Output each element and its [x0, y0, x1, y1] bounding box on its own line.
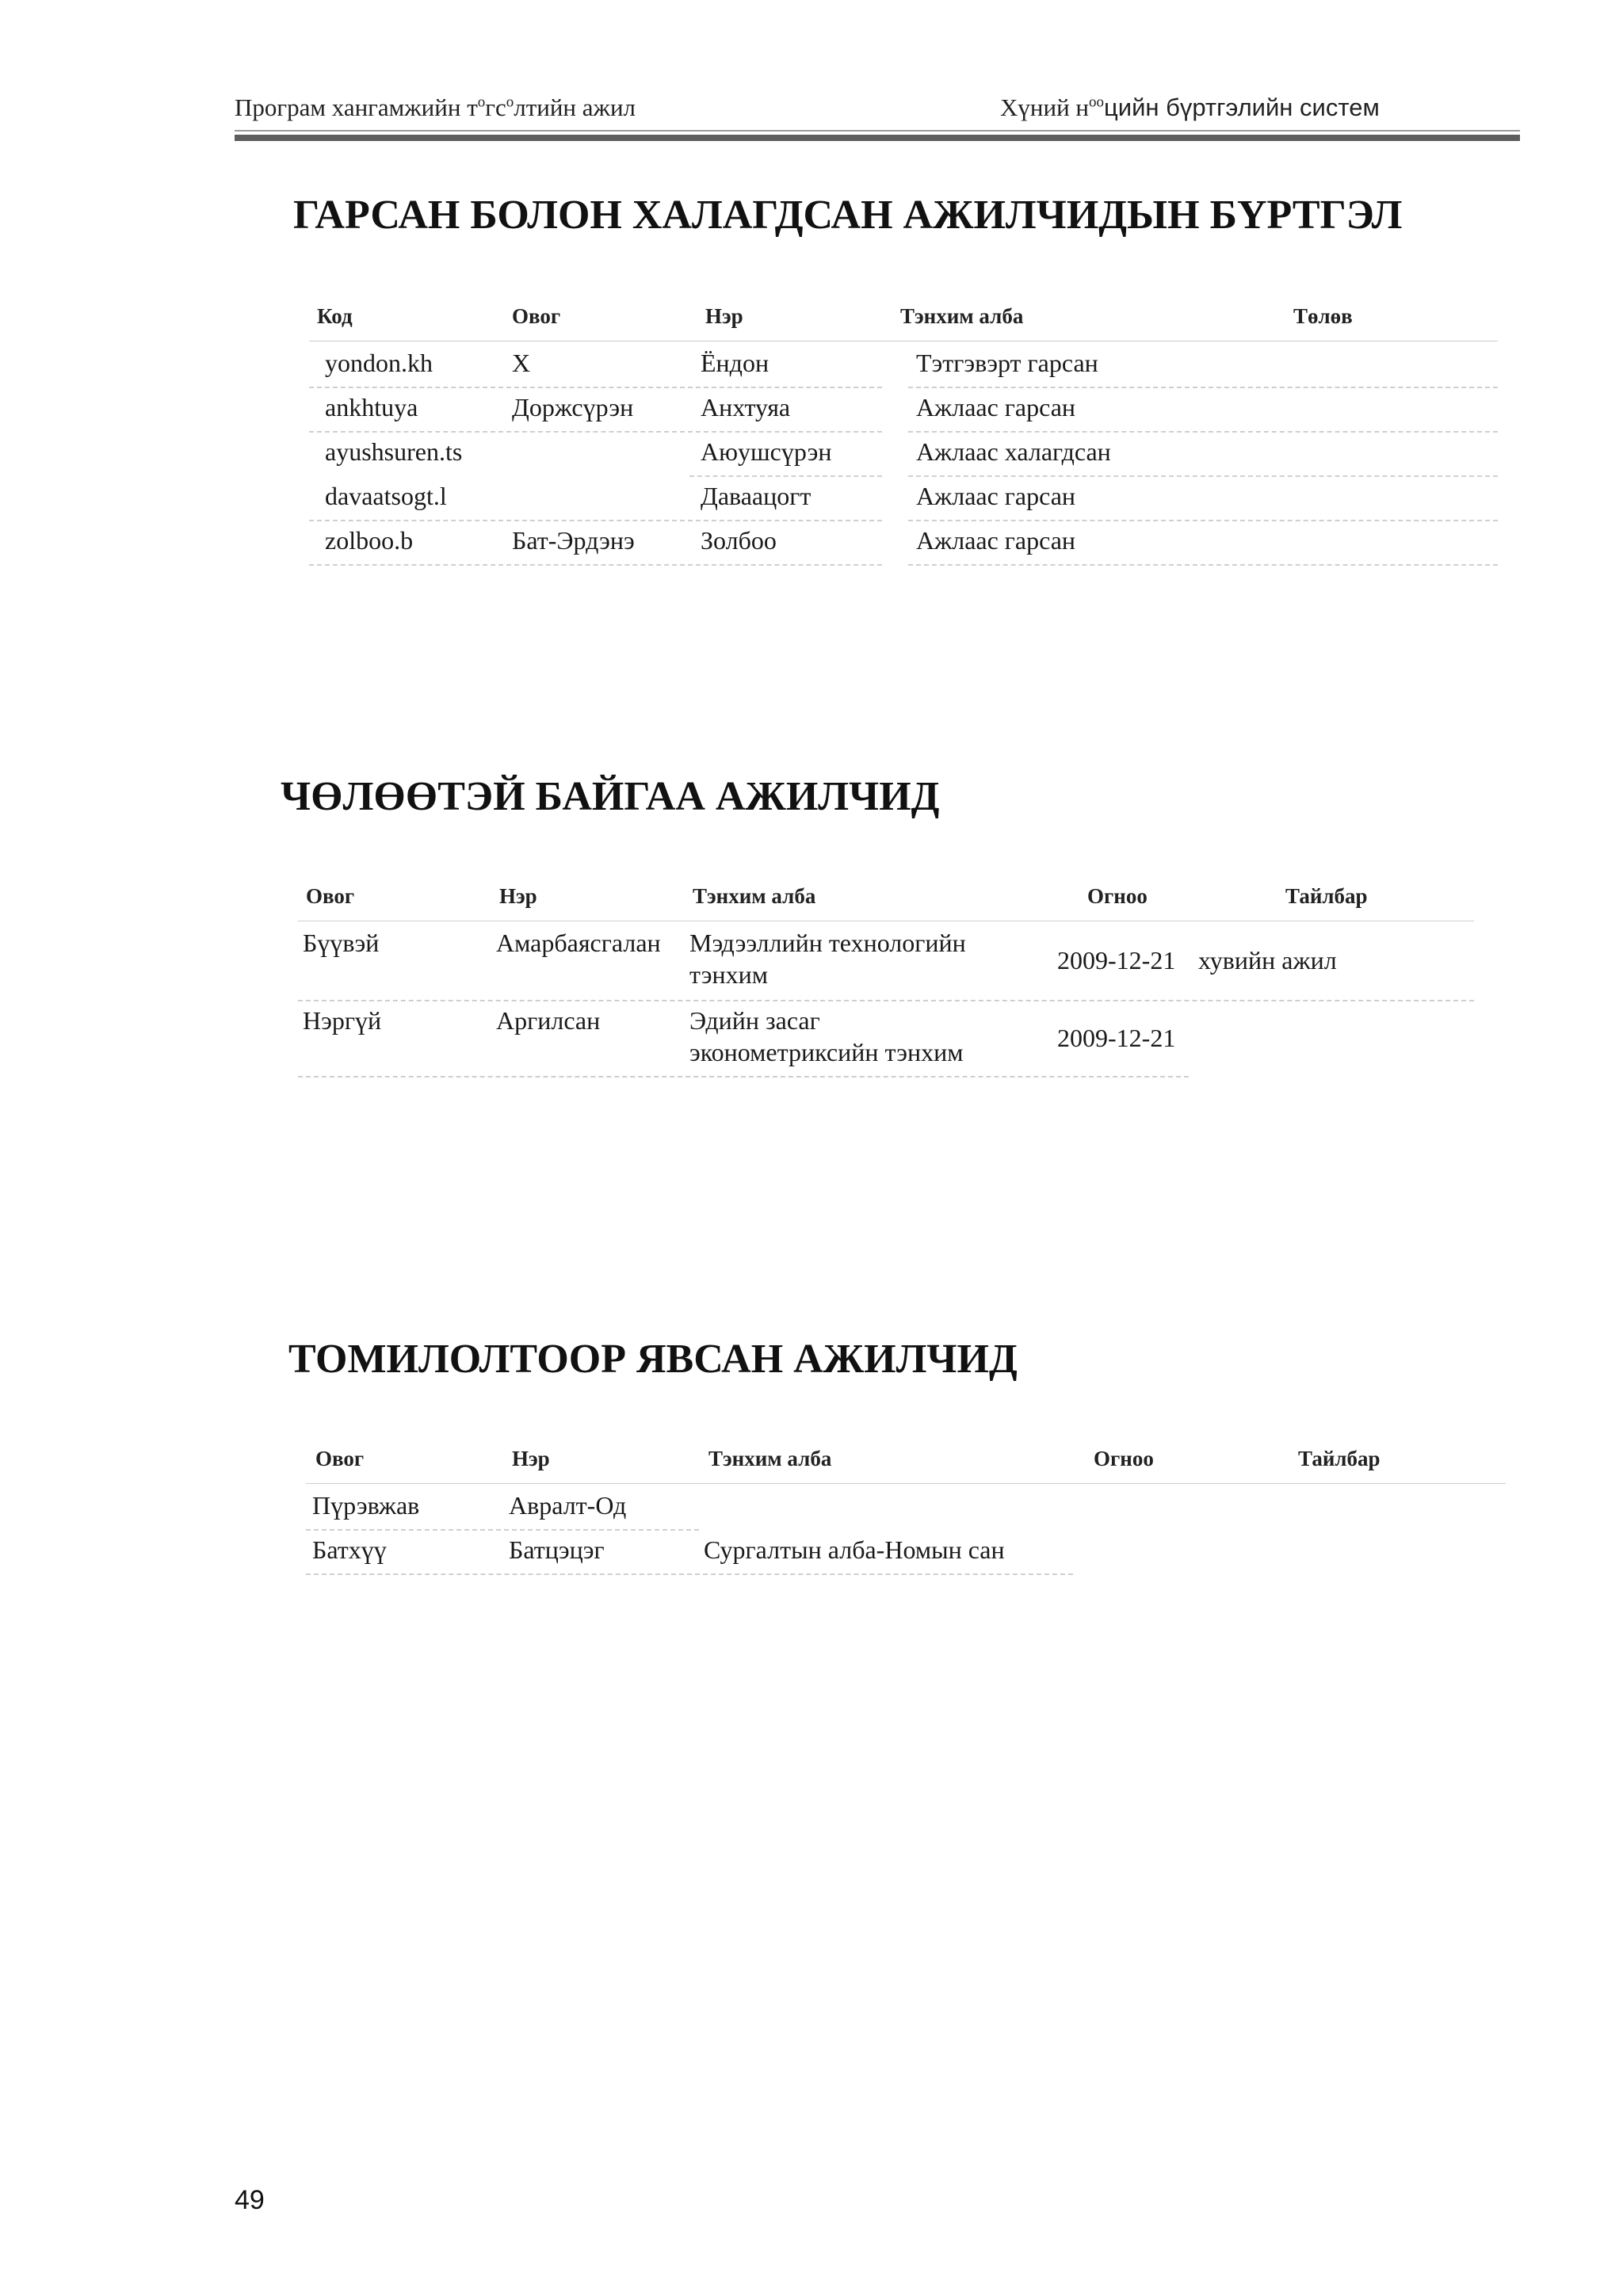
s2-col-date: Огноо — [1087, 884, 1148, 908]
table-cell: Эдийн засаг эконометриксийн тэнхим — [689, 1006, 964, 1066]
row-rule — [306, 1573, 1073, 1575]
table-cell: Ёндон — [701, 349, 769, 377]
header-rule-thick — [235, 135, 1520, 141]
s3-header-rule — [306, 1483, 1506, 1484]
row-rule — [908, 520, 1498, 521]
s3-col-date: Огноо — [1094, 1447, 1154, 1470]
table-cell: Амарбаясгалан — [496, 929, 661, 957]
s1-col-code: Код — [317, 304, 353, 328]
table-cell: Авралт-Од — [509, 1491, 627, 1520]
row-rule — [309, 431, 882, 433]
table-cell: Ажлаас гарсан — [916, 393, 1076, 421]
s3-col-surname: Овог — [315, 1447, 365, 1470]
table-cell: Бат-Эрдэнэ — [512, 526, 635, 555]
table-cell: Даваацогт — [701, 482, 812, 510]
s1-col-name: Нэр — [705, 304, 743, 328]
s3-col-dept: Тэнхим алба — [708, 1447, 832, 1470]
s2-col-surname: Овог — [306, 884, 355, 908]
section3-title: ТОМИЛОЛТООР ЯВСАН АЖИЛЧИД — [288, 1337, 1018, 1382]
section1-title: ГАРСАН БОЛОН ХАЛАГДСАН АЖИЛЧИДЫН БҮРТГЭЛ — [293, 193, 1403, 238]
s2-col-dept: Тэнхим алба — [693, 884, 816, 908]
table-cell: ankhtuya — [325, 393, 418, 421]
row-rule — [908, 387, 1498, 388]
table-cell: Ажлаас гарсан — [916, 482, 1076, 510]
header-rule-thin — [235, 130, 1520, 132]
table-cell: Аргилсан — [496, 1006, 601, 1035]
row-rule — [298, 1000, 1474, 1001]
table-cell: ayushsuren.ts — [325, 437, 463, 466]
table-cell: Золбоо — [701, 526, 777, 555]
row-rule — [306, 1529, 699, 1531]
section2-title: ЧӨЛӨӨТЭЙ БАЙГАА АЖИЛЧИД — [281, 774, 940, 819]
table-cell: Анхтуяа — [701, 393, 791, 421]
table-cell: Батхүү — [312, 1535, 387, 1564]
table-cell: Ажлаас гарсан — [916, 526, 1076, 555]
table-cell: Тэтгэвэрт гарсан — [916, 349, 1098, 377]
row-rule — [908, 431, 1498, 433]
table-cell: zolboo.b — [325, 526, 414, 555]
s3-col-name: Нэр — [512, 1447, 550, 1470]
running-header-right: Хүний $н^{оо}цийн$ бүртгэлийн систем — [1000, 93, 1380, 121]
row-rule — [689, 475, 882, 477]
table-cell: Мэдээллийн технологийн тэнхим — [689, 929, 966, 989]
table-cell: Пүрэвжав — [312, 1491, 420, 1520]
row-rule — [908, 475, 1498, 477]
s2-col-name: Нэр — [499, 884, 537, 908]
running-header-left: Програм хангамжийн $т^огс^олтийн$ ажил — [235, 93, 636, 121]
table-cell: Батцэцэг — [509, 1535, 605, 1564]
table-cell: Нэргүй — [303, 1006, 382, 1035]
table-cell: Ажлаас халагдсан — [916, 437, 1111, 466]
s1-col-surname: Овог — [512, 304, 561, 328]
table-cell: Бүүвэй — [303, 929, 380, 957]
s3-col-note: Тайлбар — [1298, 1447, 1381, 1470]
table-cell: 2009-12-21 — [1057, 946, 1176, 974]
row-rule — [908, 564, 1498, 566]
s1-col-dept: Тэнхим алба — [900, 304, 1024, 328]
page-number: 49 — [235, 2185, 265, 2215]
s2-col-note: Тайлбар — [1285, 884, 1368, 908]
table-cell: 2009-12-21 — [1057, 1024, 1176, 1052]
s1-col-status: Төлөв — [1293, 304, 1353, 328]
table-cell: davaatsogt.l — [325, 482, 447, 510]
table-cell: yondon.kh — [325, 349, 433, 377]
table-cell: Х — [512, 349, 531, 377]
table-cell: Аюушсүрэн — [701, 437, 832, 466]
row-rule — [309, 564, 882, 566]
row-rule — [298, 1076, 1189, 1077]
table-cell: хувийн ажил — [1198, 946, 1337, 974]
table-cell: Сургалтын алба-Номын сан — [704, 1535, 1005, 1564]
row-rule — [309, 387, 882, 388]
row-rule — [309, 520, 882, 521]
table-cell: Доржсүрэн — [512, 393, 634, 421]
